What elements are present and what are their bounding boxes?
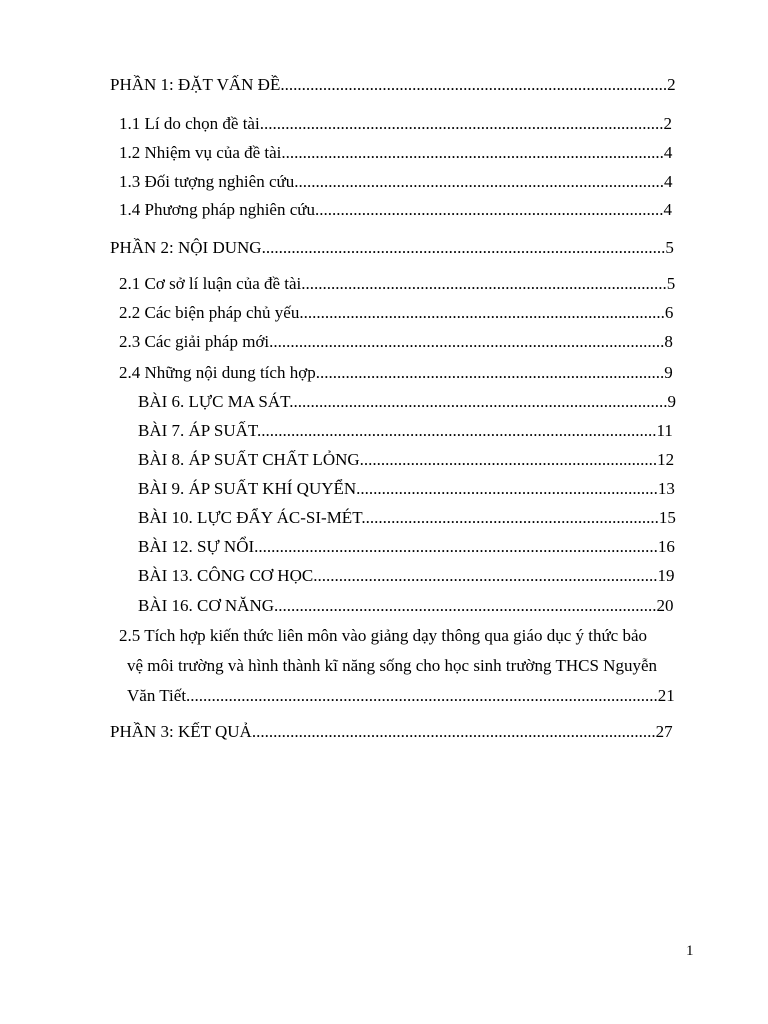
toc-entry-1-4[interactable]	[119, 199, 676, 221]
dot-leader: .......................................................................	[356, 479, 658, 498]
dot-leader: .........................................................................................	[289, 392, 668, 411]
toc-entry-label: BÀI 12. SỰ NỔI	[138, 537, 255, 556]
toc-entry-bai7[interactable]	[138, 420, 676, 442]
toc-entry-phan1[interactable]	[110, 74, 676, 96]
dot-leader: ...............................................................................................	[259, 114, 664, 133]
toc-entry-label: 1.1 Lí do chọn đề tài	[119, 114, 260, 133]
toc-entry-bai8[interactable]	[138, 449, 676, 471]
dot-leader: ..............................................................................................	[257, 421, 657, 440]
dot-leader: ......................................................................	[359, 450, 658, 469]
dot-leader: ..................................................................................	[315, 363, 665, 382]
toc-entry-label: BÀI 6. LỰC MA SÁT	[138, 392, 290, 411]
toc-entry-page: 6	[664, 303, 674, 322]
toc-entry-page: 4	[663, 200, 672, 219]
toc-entry-bai9[interactable]	[138, 478, 676, 500]
toc-entry-page: 13	[657, 479, 675, 498]
page-number: 1	[686, 943, 694, 959]
toc-entry-phan2[interactable]	[110, 237, 676, 259]
dot-leader: .............................................................................................	[269, 332, 665, 351]
toc-entry-1-2[interactable]	[119, 142, 676, 164]
toc-entry-label: 1.4 Phương pháp nghiên cứu	[119, 200, 315, 219]
toc-entry-page: 16	[657, 537, 675, 556]
toc-entry-label: BÀI 8. ÁP SUẤT CHẤT LỎNG	[138, 450, 360, 469]
toc-entry-label: 2.5 Tích hợp kiến thức liên môn vào giảng dạy thông qua giáo dục ý thức bảo	[119, 626, 648, 645]
toc-entry-label: 2.2 Các biện pháp chủ yếu	[119, 303, 300, 322]
toc-entry-1-1[interactable]	[119, 113, 676, 135]
toc-entry-label: 2.4 Những nội dung tích hợp	[119, 363, 316, 382]
toc-entry-page: 9	[667, 392, 676, 411]
toc-entry-2-1[interactable]	[119, 273, 676, 295]
toc-entry-label: vệ môi trường và hình thành kĩ năng sống cho học sinh trường THCS Nguyễn	[127, 656, 657, 675]
toc-entry-label: Văn Tiết	[127, 686, 187, 705]
toc-entry-page: 2	[667, 75, 676, 94]
toc-entry-2-5-line2[interactable]	[127, 655, 657, 677]
toc-entry-label: BÀI 7. ÁP SUẤT	[138, 421, 258, 440]
toc-entry-2-2[interactable]	[119, 302, 676, 324]
toc-entry-phan3[interactable]	[110, 721, 676, 743]
toc-entry-2-4[interactable]	[119, 362, 676, 384]
toc-entry-page: 19	[657, 566, 675, 585]
toc-entry-1-3[interactable]	[119, 171, 676, 193]
toc-entry-page: 8	[664, 332, 673, 351]
toc-entry-bai10[interactable]	[138, 507, 676, 529]
toc-entry-label: 2.1 Cơ sở lí luận của đề tài	[119, 274, 302, 293]
toc-entry-page: 5	[665, 238, 674, 257]
toc-entry-label: BÀI 13. CÔNG CƠ HỌC	[138, 566, 314, 585]
toc-entry-label: 1.2 Nhiệm vụ của đề tài	[119, 143, 282, 162]
dot-leader: ..........................................................................................	[274, 596, 657, 615]
toc-entry-bai6[interactable]	[138, 391, 676, 413]
toc-entry-page: 15	[658, 508, 676, 527]
toc-entry-page: 20	[656, 596, 674, 615]
toc-entry-page: 4	[663, 143, 673, 162]
dot-leader: ...............................................................................................	[254, 537, 658, 556]
toc-entry-page: 27	[655, 722, 673, 741]
toc-entry-2-5-line1[interactable]	[119, 625, 647, 647]
dot-leader: ...............................................................................................	[251, 722, 656, 741]
toc-entry-label: BÀI 9. ÁP SUẤT KHÍ QUYỂN	[138, 479, 357, 498]
toc-entry-2-5-line3[interactable]	[127, 685, 676, 707]
toc-entry-page: 9	[664, 363, 673, 382]
toc-entry-page: 2	[663, 114, 672, 133]
toc-entry-label: 2.3 Các giải pháp mới	[119, 332, 270, 351]
dot-leader: ...........................................................................................	[280, 75, 668, 94]
toc-entry-page: 21	[657, 686, 675, 705]
toc-entry-label: BÀI 10. LỰC ĐẨY ÁC-SI-MÉT	[138, 508, 362, 527]
dot-leader: .......................................................................................	[294, 172, 664, 191]
dot-leader: ......................................................................................	[299, 303, 665, 322]
toc-entry-page: 11	[656, 421, 673, 440]
toc-entry-label: PHẦN 2: NỘI DUNG	[110, 238, 262, 257]
toc-entry-bai16[interactable]	[138, 595, 676, 617]
dot-leader: ...............................................................................................	[261, 238, 666, 257]
toc-entry-label: BÀI 16. CƠ NĂNG	[138, 596, 274, 615]
dot-leader: ...............................................................................................................	[186, 686, 658, 705]
dot-leader: ......................................................................................	[301, 274, 667, 293]
dot-leader: ......................................................................	[361, 508, 659, 527]
toc-entry-label: PHẦN 1: ĐẶT VẤN ĐỀ	[110, 75, 281, 94]
dot-leader: ..........................................................................................	[281, 143, 664, 162]
toc-entry-bai12[interactable]	[138, 536, 676, 558]
toc-entry-label: 1.3 Đối tượng nghiên cứu	[119, 172, 295, 191]
toc-entry-2-3[interactable]	[119, 331, 676, 353]
toc-entry-bai13[interactable]	[138, 565, 676, 587]
dot-leader: ..................................................................................	[314, 200, 664, 219]
toc-entry-label: PHẦN 3: KẾT QUẢ	[110, 722, 252, 741]
toc-entry-page: 5	[666, 274, 676, 293]
toc-entry-page: 12	[657, 450, 675, 469]
toc-entry-page: 4	[663, 172, 673, 191]
dot-leader: .................................................................................	[313, 566, 658, 585]
